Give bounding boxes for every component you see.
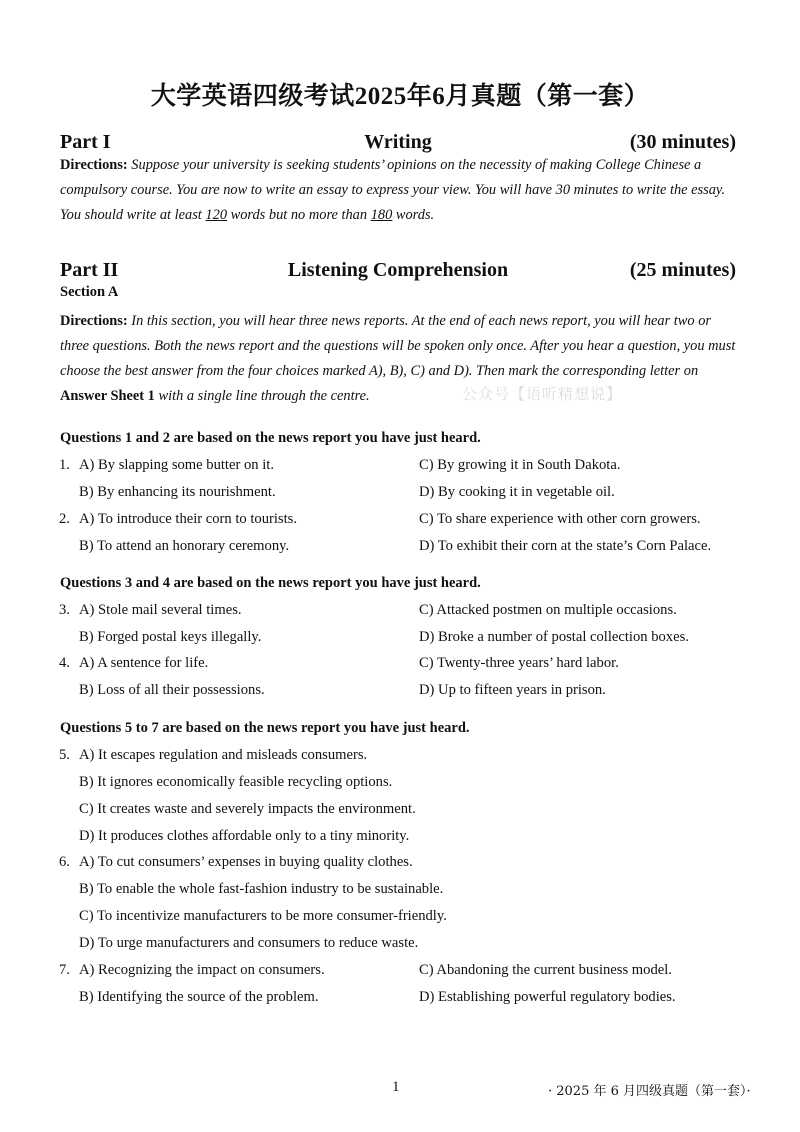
part1-directions-end: words. xyxy=(395,207,435,223)
question-6-option-c xyxy=(0,905,800,927)
question-5-option-c xyxy=(0,798,800,820)
part1-name: Writing xyxy=(364,131,432,153)
part2-directions xyxy=(60,309,738,409)
watermark: 公众号【语听精想说】 xyxy=(462,385,623,403)
question-number: 5. xyxy=(59,747,70,763)
question-4-row-2 xyxy=(0,679,800,701)
option-d: D) Up to fifteen years in prison. xyxy=(419,682,606,698)
part1-directions-label: Directions: xyxy=(60,157,128,173)
option-d: D) It produces clothes affordable only to a tiny minority. xyxy=(79,828,410,844)
option-d: D) Broke a number of postal collection boxes. xyxy=(419,629,689,645)
max-words: 180 xyxy=(370,207,393,223)
option-a: A) A sentence for life. xyxy=(79,655,209,671)
question-4-row-1 xyxy=(0,652,800,674)
option-c: C) To share experience with other corn growers. xyxy=(419,511,701,527)
question-2-row-2 xyxy=(0,535,800,557)
part1-label: Part I xyxy=(60,131,111,153)
question-5-option-d xyxy=(0,825,800,847)
option-b: B) Loss of all their possessions. xyxy=(79,682,265,698)
question-2-row-1 xyxy=(0,508,800,530)
option-a: A) By slapping some butter on it. xyxy=(79,457,274,473)
part1-directions-text: Suppose your university is seeking students’ opinions on the necessity of making College Chinese a compulsory course. You are now to write an essay to express your view. You will have 30 minutes to write the essay. You should write at least xyxy=(60,157,726,223)
question-number: 2. xyxy=(59,511,70,527)
option-a: A) Recognizing the impact on consumers. xyxy=(79,962,325,978)
part2-name: Listening Comprehension xyxy=(287,259,509,281)
part2-directions-end: with a single line through the centre. xyxy=(158,388,370,404)
question-7-row-1 xyxy=(0,959,800,981)
option-d: D) Establishing powerful regulatory bodies. xyxy=(419,989,676,1005)
part2-directions-label: Directions: xyxy=(60,313,128,329)
option-b: B) By enhancing its nourishment. xyxy=(79,484,276,500)
option-b: B) To attend an honorary ceremony. xyxy=(79,538,290,554)
option-c: C) By growing it in South Dakota. xyxy=(419,457,621,473)
part1-time: (30 minutes) xyxy=(629,131,736,153)
answer-sheet-ref: Answer Sheet 1 xyxy=(60,388,155,404)
question-3-row-2 xyxy=(0,626,800,648)
option-c: C) Twenty-three years’ hard labor. xyxy=(419,655,619,671)
page-title: 大学英语四级考试2025年6月真题（第一套） xyxy=(150,83,650,110)
page-number: 1 xyxy=(392,1079,400,1095)
option-b: B) Forged postal keys illegally. xyxy=(79,629,262,645)
question-1-row-1 xyxy=(0,454,800,476)
question-6-option-b xyxy=(0,878,800,900)
option-d: D) By cooking it in vegetable oil. xyxy=(419,484,615,500)
option-c: C) To incentivize manufacturers to be more consumer-friendly. xyxy=(79,908,447,924)
option-a: A) It escapes regulation and misleads consumers. xyxy=(79,747,368,763)
option-a: A) To introduce their corn to tourists. xyxy=(79,511,297,527)
question-6-option-d xyxy=(0,932,800,954)
question-3-row-1 xyxy=(0,599,800,621)
question-number: 3. xyxy=(59,602,70,618)
option-c: C) It creates waste and severely impacts the environment. xyxy=(79,801,416,817)
question-group-heading: Questions 1 and 2 are based on the news report you have just heard. xyxy=(60,430,481,446)
option-c: C) Abandoning the current business model. xyxy=(419,962,672,978)
page-footer: · 2025 年 6 月四级真题（第一套）· xyxy=(548,1084,751,1099)
part1-directions-mid: words but no more than xyxy=(230,207,368,223)
part2-header xyxy=(60,259,736,285)
part2-label: Part II xyxy=(60,259,119,281)
question-number: 1. xyxy=(59,457,70,473)
question-1-row-2 xyxy=(0,481,800,503)
min-words: 120 xyxy=(205,207,228,223)
option-a: A) Stole mail several times. xyxy=(79,602,242,618)
option-b: B) Identifying the source of the problem. xyxy=(79,989,319,1005)
question-5-option-b xyxy=(0,771,800,793)
part2-time: (25 minutes) xyxy=(629,259,736,281)
option-b: B) To enable the whole fast-fashion industry to be sustainable. xyxy=(79,881,444,897)
question-number: 4. xyxy=(59,655,70,671)
part1-directions xyxy=(60,153,738,228)
question-number: 7. xyxy=(59,962,70,978)
option-d: D) To exhibit their corn at the state’s Corn Palace. xyxy=(419,538,712,554)
section-a-label: Section A xyxy=(60,284,119,300)
question-7-row-2 xyxy=(0,986,800,1008)
option-b: B) It ignores economically feasible recycling options. xyxy=(79,774,393,790)
question-5-option-a xyxy=(0,744,800,766)
option-d: D) To urge manufacturers and consumers to reduce waste. xyxy=(79,935,419,951)
option-a: A) To cut consumers’ expenses in buying quality clothes. xyxy=(79,854,413,870)
question-number: 6. xyxy=(59,854,70,870)
option-c: C) Attacked postmen on multiple occasions. xyxy=(419,602,677,618)
question-group-heading: Questions 5 to 7 are based on the news report you have just heard. xyxy=(60,720,470,736)
question-group-heading: Questions 3 and 4 are based on the news report you have just heard. xyxy=(60,575,481,591)
question-6-option-a xyxy=(0,851,800,873)
part2-directions-text: In this section, you will hear three news reports. At the end of each news report, you will hear two or three questions. Both the news report and the questions will be spoken only once. After you hear a question, you must choose the best answer from the four choices marked A), B), C) and D). Then mark the corresponding letter on xyxy=(60,313,736,379)
